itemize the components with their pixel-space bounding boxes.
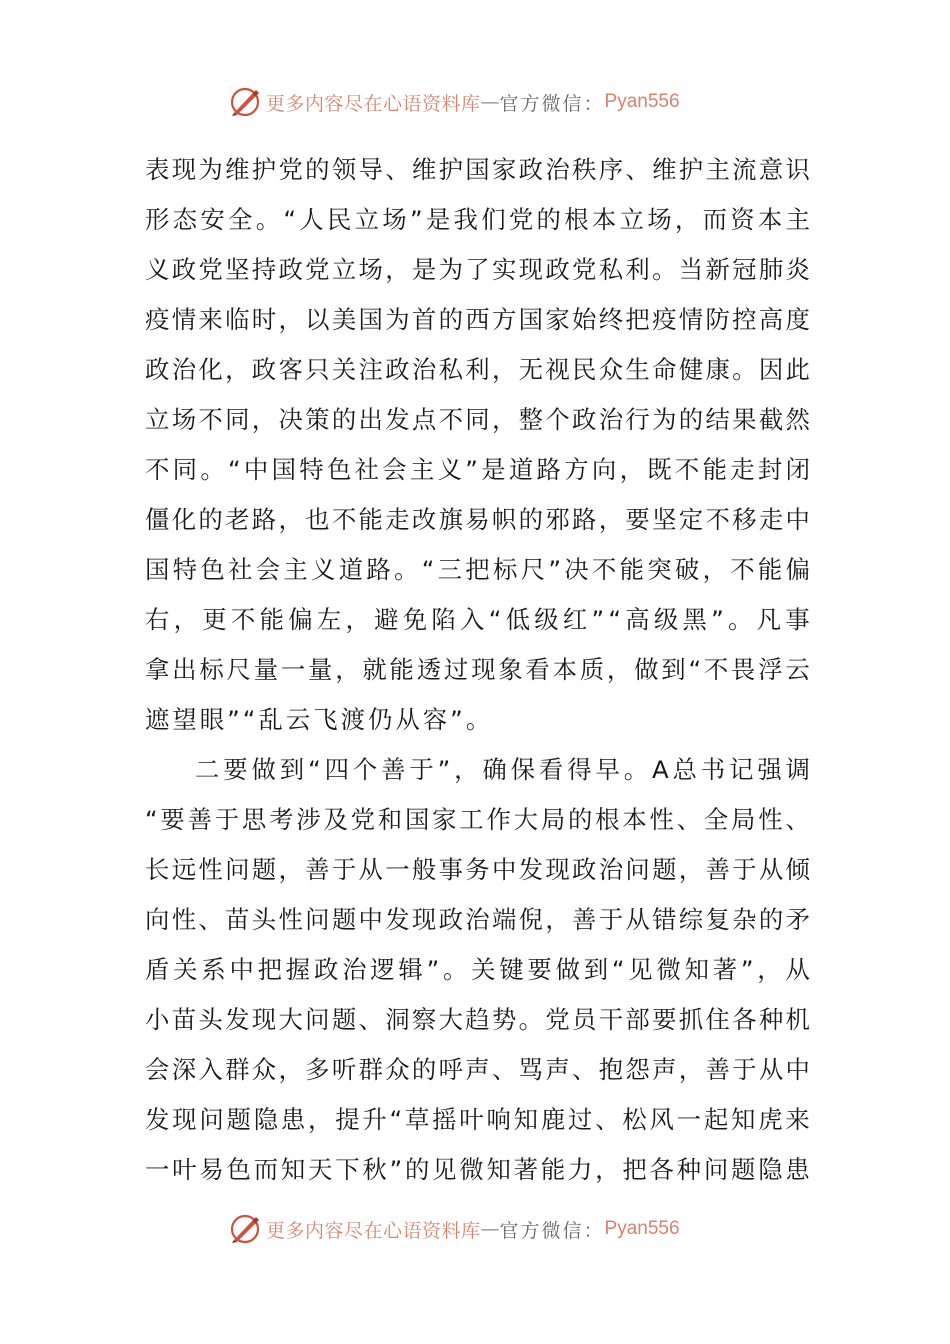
header-official-label: 官方微信： — [499, 92, 605, 115]
text-line: 遮望眼”“乱云飞渡仍从容”。 — [145, 705, 494, 734]
paragraph-1 — [145, 145, 810, 745]
text-line: “ 要 善 于 思 考 涉 及 党 和 国 家 工 作 大 局 的 根 本 性 、 全 局 性 、 — [145, 805, 810, 834]
header-banner — [228, 82, 680, 122]
text-line: 右 ， 更 不 能 偏 左 ， 避 免 陷 入 “ 低 级 红 ” “ 高 级 黑 ” 。 凡 事 — [145, 605, 810, 634]
header-wechat-id: Pyan556 — [604, 91, 680, 112]
pen-logo-icon — [228, 1212, 262, 1246]
text-line: 二 要 做 到 “ 四 个 善 于 ” ， 确 保 看 得 早 。 A 总 书 记 强 调 — [195, 755, 810, 784]
text-line: 长 远 性 问 题 ， 善 于 从 一 般 事 务 中 发 现 政 治 问 题 ， 善 于 从 倾 — [145, 855, 810, 884]
text-line: 拿 出 标 尺 量 一 量 ， 就 能 透 过 现 象 看 本 质 ， 做 到 “ 不 畏 浮 云 — [145, 655, 810, 684]
footer-banner — [228, 1209, 680, 1249]
footer-separator: — — [480, 1218, 500, 1240]
paragraph-2 — [145, 745, 810, 1195]
text-line: 立 场 不 同 ， 决 策 的 出 发 点 不 同 ， 整 个 政 治 行 为 的 结 果 截 然 — [145, 405, 810, 434]
text-line: 小 苗 头 发 现 大 问 题 、 洞 察 大 趋 势 。 党 员 干 部 要 抓 住 各 种 机 — [145, 1005, 810, 1034]
text-line: 政 治 化 ， 政 客 只 关 注 政 治 私 利 ， 无 视 民 众 生 命 健 康 。 因 此 — [145, 355, 810, 384]
text-line: 疫 情 来 临 时 ， 以 美 国 为 首 的 西 方 国 家 始 终 把 疫 情 防 控 高 度 — [145, 305, 810, 334]
text-line: 形 态 安 全 。 “ 人 民 立 场 ” 是 我 们 党 的 根 本 立 场 ， 而 资 本 主 — [145, 205, 810, 234]
footer-wechat-id: Pyan556 — [604, 1218, 680, 1239]
header-site-text: 更多内容尽在心语资料库 — [266, 92, 481, 115]
footer-site-text: 更多内容尽在心语资料库 — [266, 1219, 481, 1242]
text-line: 一 叶 易 色 而 知 天 下 秋 ” 的 见 微 知 著 能 力 ， 把 各 种 问 题 隐 患 — [145, 1155, 810, 1184]
pen-logo-icon — [228, 85, 262, 119]
text-line: 不 同 。 “ 中 国 特 色 社 会 主 义 ” 是 道 路 方 向 ， 既 不 能 走 封 闭 — [145, 455, 810, 484]
text-line: 表 现 为 维 护 党 的 领 导 、 维 护 国 家 政 治 秩 序 、 维 护 主 流 意 识 — [145, 155, 810, 184]
footer-official-label: 官方微信： — [499, 1219, 605, 1242]
body-text — [145, 145, 810, 1195]
header-separator: — — [480, 91, 500, 113]
text-line: 向 性 、 苗 头 性 问 题 中 发 现 政 治 端 倪 ， 善 于 从 错 综 复 杂 的 矛 — [145, 905, 810, 934]
text-line: 盾 关 系 中 把 握 政 治 逻 辑 ” 。 关 键 要 做 到 “ 见 微 知 著 ” ， 从 — [145, 955, 810, 984]
text-line: 国 特 色 社 会 主 义 道 路 。 “ 三 把 标 尺 ” 决 不 能 突 破 ， 不 能 偏 — [145, 555, 810, 584]
text-line: 义 政 党 坚 持 政 党 立 场 ， 是 为 了 实 现 政 党 私 利 。 当 新 冠 肺 炎 — [145, 255, 810, 284]
text-line: 会 深 入 群 众 ， 多 听 群 众 的 呼 声 、 骂 声 、 抱 怨 声 ， 善 于 从 中 — [145, 1055, 810, 1084]
text-line: 发 现 问 题 隐 患 ， 提 升 “ 草 摇 叶 响 知 鹿 过 、 松 风 一 起 知 虎 来 — [145, 1105, 810, 1134]
text-line: 僵 化 的 老 路 ， 也 不 能 走 改 旗 易 帜 的 邪 路 ， 要 坚 定 不 移 走 中 — [145, 505, 810, 534]
